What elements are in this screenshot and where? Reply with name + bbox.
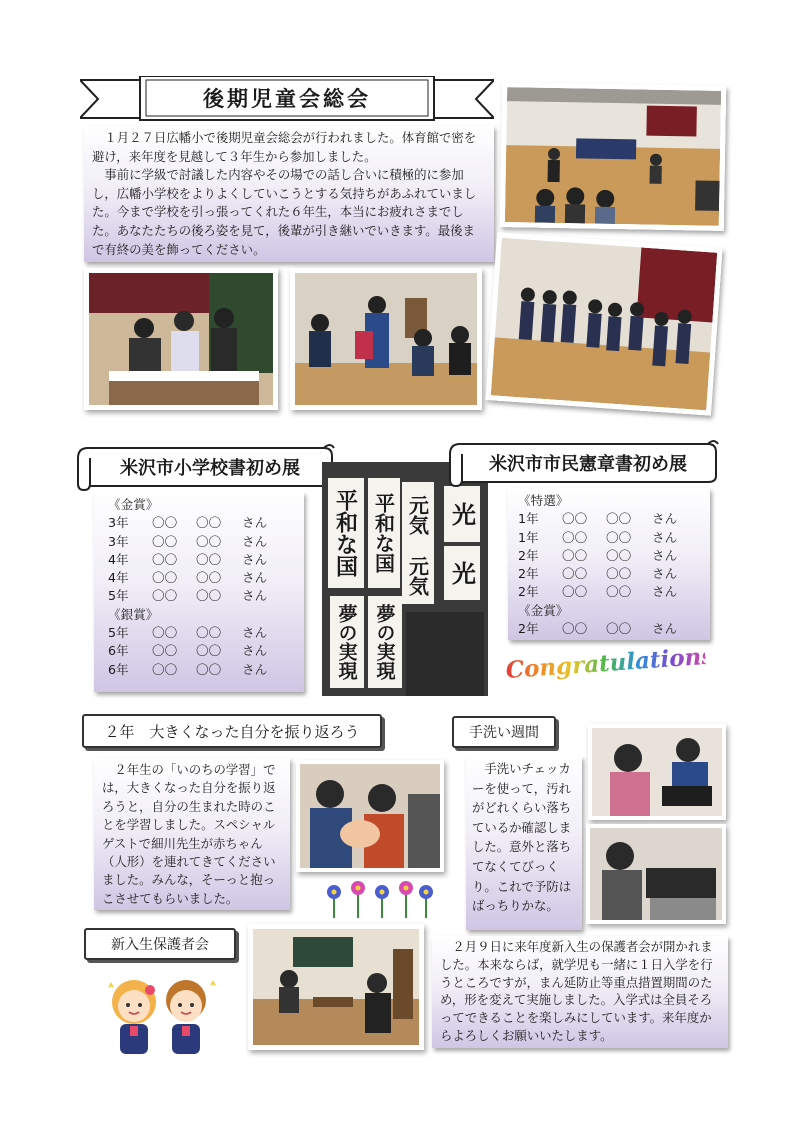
- award-row: 2年 〇〇 〇〇 さん: [518, 584, 678, 600]
- section1-body: １月２７日広幡小で後期児童会総会が行われました。体育館で密を避け，来年度を見越して３年生から参加しました。 事前に学級で討議した内容やその場での話し合いに積極的に参加し，広幡小学校をよりよくしていこうとする気持ちがあふれていました。今まで学校を引っ張ってくれた６年生，本当にお疲れさまでした。あなたたちの後ろ姿を見て，後輩が引き継いでいきます。最後まで有終の美を飾ってください。: [92, 130, 477, 257]
- photo-group-gym: [485, 232, 722, 415]
- section1-title: 後期児童会総会: [203, 87, 371, 111]
- award-row: 5年 〇〇 〇〇 さん: [108, 625, 268, 641]
- calligraphy-sheet: 夢の実現: [330, 596, 364, 688]
- award-row: 5年 〇〇 〇〇 さん: [108, 588, 268, 604]
- section5-body: 手洗いチェッカーを使って，汚れがどれくらい落ちているか確認しました。意外と落ちてなくてびっくり。これで予防はばっちりかな。: [472, 761, 572, 914]
- girl-figure: [112, 980, 156, 1054]
- section5-text-box: [466, 756, 582, 930]
- section6-text-box: [432, 936, 728, 1048]
- flower-decoration: [322, 878, 434, 920]
- section2-award-list: [94, 492, 304, 685]
- award-row: 2年 〇〇 〇〇 さん: [518, 566, 678, 582]
- photo-student-presenting: [290, 268, 482, 410]
- award-row: 2年 〇〇 〇〇 さん: [518, 621, 678, 637]
- section3-award-list: [508, 488, 710, 644]
- calligraphy-sheet: 元気: [402, 548, 434, 604]
- section1-text-box: [84, 126, 494, 262]
- section6-title: 新入生保護者会: [111, 937, 209, 953]
- award-row: 3年 〇〇 〇〇 さん: [108, 533, 268, 549]
- calligraphy-sheet: 平和な国: [328, 478, 364, 588]
- award-row: 2年 〇〇 〇〇 さん: [518, 547, 678, 563]
- award-row: 1年 〇〇 〇〇 さん: [518, 511, 678, 527]
- award-row: 6年 〇〇 〇〇 さん: [108, 661, 268, 677]
- section3-award-box: [508, 488, 710, 640]
- section5-title-box: [452, 716, 556, 748]
- boy-figure: [166, 980, 206, 1054]
- section5-title: 手洗い週間: [469, 725, 539, 741]
- section6-body: ２月９日に来年度新入生の保護者会が開かれました。本来ならば，就学児も一緒に１日入学を行うところですが，まん延防止等重点措置期間のため，形を変えて実施しました。入学式は全員そろってできることを楽しみにしています。来年度からよろしくお願いいたします。: [440, 939, 713, 1043]
- section3-title: 米沢市市民憲章書初め展: [489, 454, 687, 475]
- award-heading: 《銀賞》: [108, 606, 159, 622]
- calligraphy-sheet: 光: [444, 546, 480, 600]
- award-row: 6年 〇〇 〇〇 さん: [108, 643, 268, 659]
- section4-title-box: [82, 714, 382, 748]
- section1-banner: [80, 76, 494, 122]
- section4-title: ２年 大きくなった自分を振り返ろう: [104, 722, 360, 741]
- calligraphy-sheet: 光: [444, 486, 480, 542]
- section2-title: 米沢市小学校書初め展: [120, 458, 300, 479]
- photo-parents-meeting: [248, 924, 424, 1050]
- section6-title-box: [84, 928, 236, 960]
- children-illustration: [100, 968, 220, 1058]
- award-row: 3年 〇〇 〇〇 さん: [108, 515, 268, 531]
- photo-baby-doll: [296, 760, 444, 872]
- section4-body: ２年生の「いのちの学習」では，大きくなった自分を振り返ろうと，自分の生まれた時のことを学習しました。スペシャルゲストで細川先生が赤ちゃん（人形）を連れてきてくださいました。みんな，そーっと抱っこさせてもらいました。: [102, 762, 276, 906]
- award-row: 4年 〇〇 〇〇 さん: [108, 570, 268, 586]
- calligraphy-sheet: 平和な国: [368, 478, 400, 588]
- award-heading: 《金賞》: [518, 602, 569, 618]
- congratulations-lettering: Congratulations!: [505, 643, 707, 697]
- award-heading: 《特選》: [518, 493, 569, 508]
- section3-scroll-banner: [446, 436, 722, 490]
- section2-scroll-banner: [74, 440, 336, 494]
- photo-student-microphone: [84, 268, 278, 410]
- section2-award-box: [94, 492, 304, 692]
- photo-handwash-checker-1: [588, 724, 726, 820]
- photo-calligraphy-works: [322, 462, 488, 696]
- photo-gym-assembly: [500, 82, 726, 231]
- award-row: 1年 〇〇 〇〇 さん: [518, 529, 678, 545]
- photo-handwash-checker-2: [586, 824, 726, 924]
- calligraphy-sheet: 元気: [402, 482, 434, 548]
- section4-text-box: [94, 758, 290, 910]
- award-heading: 《金賞》: [108, 497, 159, 512]
- calligraphy-sheet: 夢の実現: [368, 596, 402, 688]
- award-row: 4年 〇〇 〇〇 さん: [108, 551, 268, 567]
